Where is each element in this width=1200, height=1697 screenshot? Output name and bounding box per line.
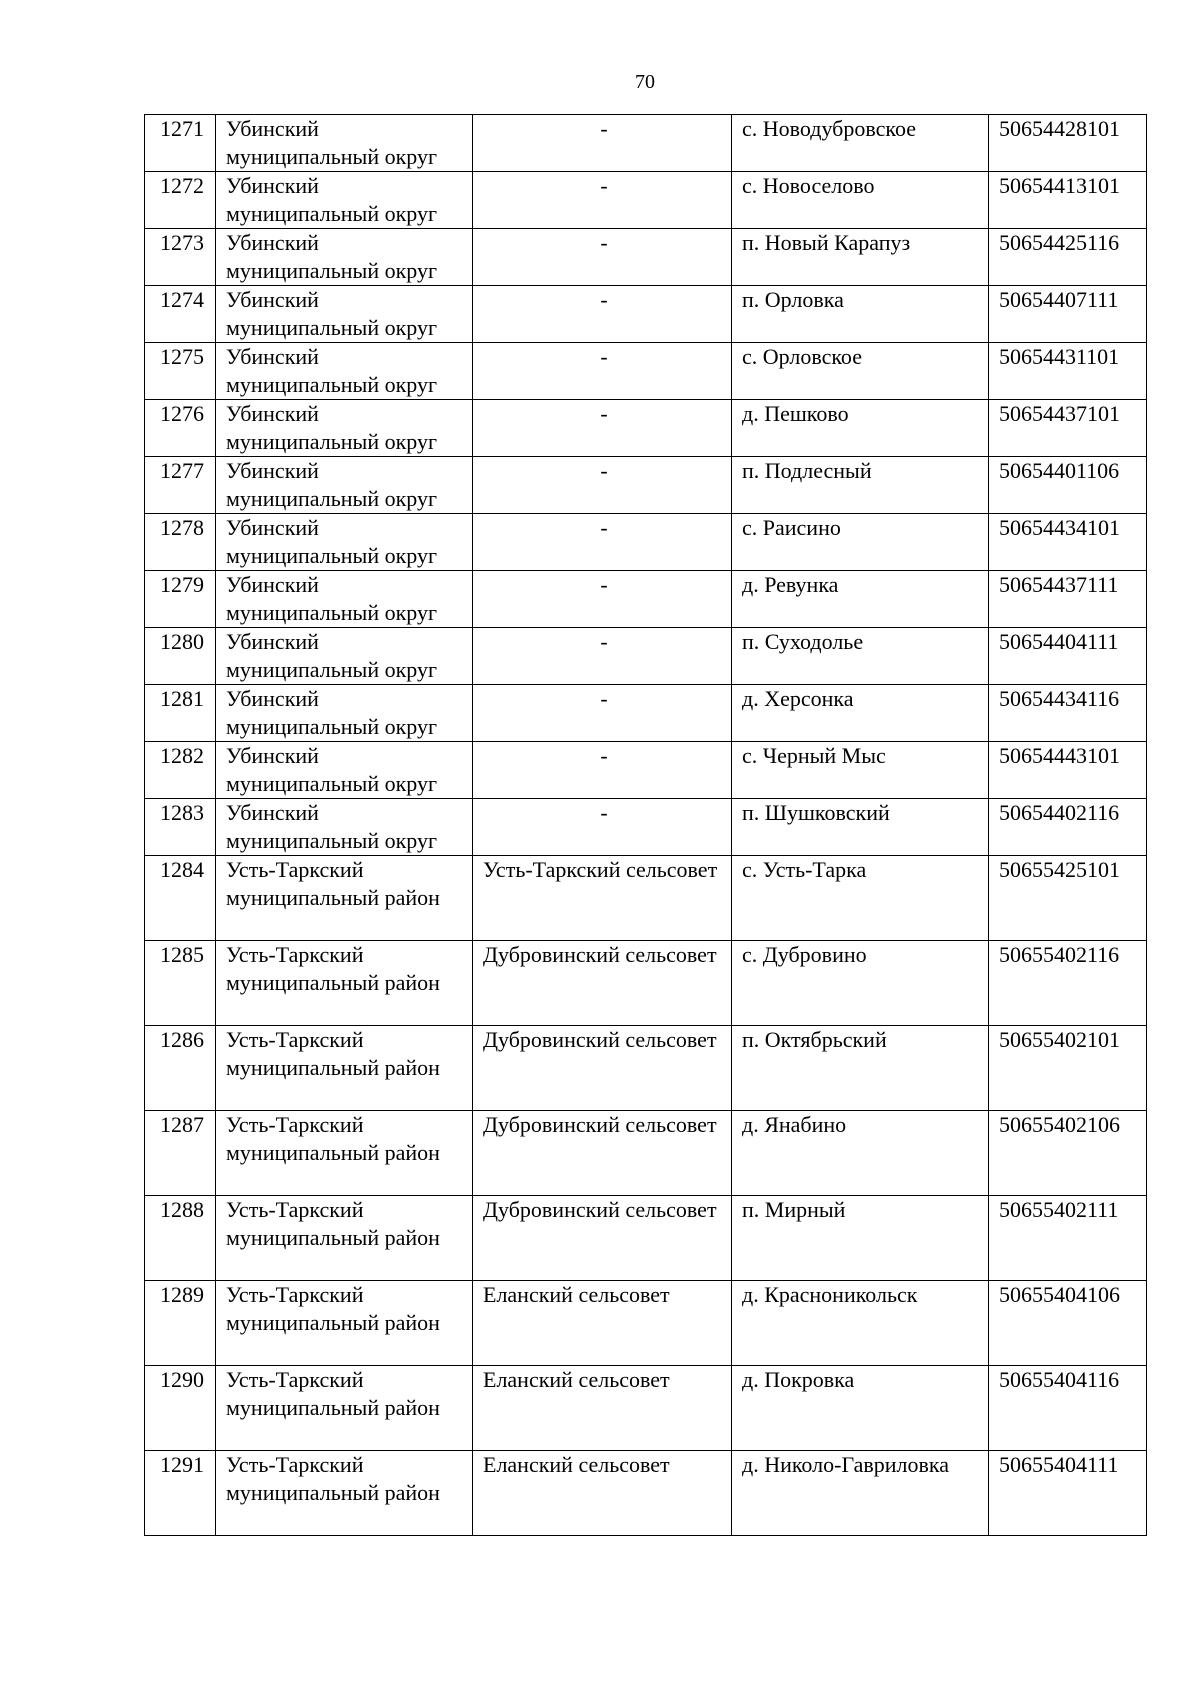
- row-number-cell: 1281: [145, 685, 216, 742]
- row-number-cell: 1271: [145, 115, 216, 172]
- oktmo-code-cell: 50654437111: [989, 571, 1147, 628]
- row-number-cell: 1291: [145, 1451, 216, 1536]
- settlement-cell: п. Подлесный: [732, 457, 989, 514]
- table-row: [145, 1026, 1147, 1111]
- table-row: [145, 685, 1147, 742]
- table-row: [145, 1196, 1147, 1281]
- subdivision-cell: -: [473, 514, 732, 571]
- district-cell: Усть-Таркский муниципальный район: [216, 1111, 473, 1196]
- table-row: [145, 400, 1147, 457]
- settlement-cell: с. Раисино: [732, 514, 989, 571]
- subdivision-cell: -: [473, 172, 732, 229]
- oktmo-code-cell: 50655402106: [989, 1111, 1147, 1196]
- settlement-cell: д. Пешково: [732, 400, 989, 457]
- subdivision-cell: Дубровинский сельсовет: [473, 1026, 732, 1111]
- oktmo-code-cell: 50655402116: [989, 941, 1147, 1026]
- row-number-cell: 1275: [145, 343, 216, 400]
- subdivision-cell: -: [473, 685, 732, 742]
- subdivision-cell: -: [473, 229, 732, 286]
- district-cell: Усть-Таркский муниципальный район: [216, 941, 473, 1026]
- row-number-cell: 1273: [145, 229, 216, 286]
- table-row: [145, 457, 1147, 514]
- settlement-cell: д. Покровка: [732, 1366, 989, 1451]
- settlements-table: [144, 114, 1147, 1536]
- settlement-cell: с. Черный Мыс: [732, 742, 989, 799]
- settlement-cell: д. Янабино: [732, 1111, 989, 1196]
- district-cell: Убинский муниципальный округ: [216, 514, 473, 571]
- row-number-cell: 1282: [145, 742, 216, 799]
- row-number-cell: 1283: [145, 799, 216, 856]
- row-number-cell: 1278: [145, 514, 216, 571]
- district-cell: Усть-Таркский муниципальный район: [216, 1281, 473, 1366]
- oktmo-code-cell: 50654402116: [989, 799, 1147, 856]
- district-cell: Убинский муниципальный округ: [216, 628, 473, 685]
- settlement-cell: д. Херсонка: [732, 685, 989, 742]
- oktmo-code-cell: 50655404111: [989, 1451, 1147, 1536]
- table-row: [145, 571, 1147, 628]
- subdivision-cell: -: [473, 799, 732, 856]
- oktmo-code-cell: 50654404111: [989, 628, 1147, 685]
- oktmo-code-cell: 50655425101: [989, 856, 1147, 941]
- table-row: [145, 286, 1147, 343]
- district-cell: Убинский муниципальный округ: [216, 799, 473, 856]
- district-cell: Убинский муниципальный округ: [216, 172, 473, 229]
- oktmo-code-cell: 50654437101: [989, 400, 1147, 457]
- district-cell: Убинский муниципальный округ: [216, 229, 473, 286]
- row-number-cell: 1289: [145, 1281, 216, 1366]
- subdivision-cell: -: [473, 286, 732, 343]
- row-number-cell: 1288: [145, 1196, 216, 1281]
- table-row: [145, 343, 1147, 400]
- district-cell: Убинский муниципальный округ: [216, 400, 473, 457]
- row-number-cell: 1277: [145, 457, 216, 514]
- settlement-cell: п. Шушковский: [732, 799, 989, 856]
- row-number-cell: 1279: [145, 571, 216, 628]
- settlement-cell: п. Орловка: [732, 286, 989, 343]
- settlement-cell: п. Октябрьский: [732, 1026, 989, 1111]
- district-cell: Убинский муниципальный округ: [216, 571, 473, 628]
- oktmo-code-cell: 50654431101: [989, 343, 1147, 400]
- settlement-cell: с. Усть-Тарка: [732, 856, 989, 941]
- settlement-cell: д. Ревунка: [732, 571, 989, 628]
- district-cell: Усть-Таркский муниципальный район: [216, 1196, 473, 1281]
- row-number-cell: 1274: [145, 286, 216, 343]
- table-body: [145, 115, 1147, 1536]
- oktmo-code-cell: 50654401106: [989, 457, 1147, 514]
- page-number: 70: [635, 71, 655, 93]
- district-cell: Убинский муниципальный округ: [216, 742, 473, 799]
- oktmo-code-cell: 50654443101: [989, 742, 1147, 799]
- row-number-cell: 1287: [145, 1111, 216, 1196]
- row-number-cell: 1284: [145, 856, 216, 941]
- district-cell: Убинский муниципальный округ: [216, 286, 473, 343]
- subdivision-cell: Еланский сельсовет: [473, 1281, 732, 1366]
- table-row: [145, 514, 1147, 571]
- oktmo-code-cell: 50655404106: [989, 1281, 1147, 1366]
- settlement-cell: п. Новый Карапуз: [732, 229, 989, 286]
- settlement-cell: с. Новоселово: [732, 172, 989, 229]
- subdivision-cell: -: [473, 571, 732, 628]
- subdivision-cell: Еланский сельсовет: [473, 1366, 732, 1451]
- oktmo-code-cell: 50654434116: [989, 685, 1147, 742]
- row-number-cell: 1290: [145, 1366, 216, 1451]
- row-number-cell: 1286: [145, 1026, 216, 1111]
- table-row: [145, 1281, 1147, 1366]
- oktmo-code-cell: 50654407111: [989, 286, 1147, 343]
- table-row: [145, 1111, 1147, 1196]
- table-row: [145, 115, 1147, 172]
- table-row: [145, 799, 1147, 856]
- subdivision-cell: Дубровинский сельсовет: [473, 1111, 732, 1196]
- oktmo-code-cell: 50655404116: [989, 1366, 1147, 1451]
- settlement-cell: с. Орловское: [732, 343, 989, 400]
- oktmo-code-cell: 50655402101: [989, 1026, 1147, 1111]
- settlement-cell: п. Мирный: [732, 1196, 989, 1281]
- table-row: [145, 229, 1147, 286]
- oktmo-code-cell: 50654425116: [989, 229, 1147, 286]
- district-cell: Убинский муниципальный округ: [216, 685, 473, 742]
- oktmo-code-cell: 50654434101: [989, 514, 1147, 571]
- settlement-cell: с. Дубровино: [732, 941, 989, 1026]
- oktmo-code-cell: 50654428101: [989, 115, 1147, 172]
- row-number-cell: 1285: [145, 941, 216, 1026]
- district-cell: Убинский муниципальный округ: [216, 457, 473, 514]
- subdivision-cell: -: [473, 343, 732, 400]
- district-cell: Убинский муниципальный округ: [216, 343, 473, 400]
- settlement-cell: д. Красноникольск: [732, 1281, 989, 1366]
- row-number-cell: 1272: [145, 172, 216, 229]
- settlement-cell: с. Новодубровское: [732, 115, 989, 172]
- subdivision-cell: -: [473, 628, 732, 685]
- subdivision-cell: Еланский сельсовет: [473, 1451, 732, 1536]
- oktmo-code-cell: 50654413101: [989, 172, 1147, 229]
- subdivision-cell: -: [473, 742, 732, 799]
- oktmo-code-cell: 50655402111: [989, 1196, 1147, 1281]
- table-row: [145, 1366, 1147, 1451]
- subdivision-cell: -: [473, 115, 732, 172]
- settlement-cell: д. Николо-Гавриловка: [732, 1451, 989, 1536]
- table-row: [145, 1451, 1147, 1536]
- row-number-cell: 1280: [145, 628, 216, 685]
- district-cell: Усть-Таркский муниципальный район: [216, 856, 473, 941]
- subdivision-cell: -: [473, 457, 732, 514]
- district-cell: Усть-Таркский муниципальный район: [216, 1451, 473, 1536]
- district-cell: Усть-Таркский муниципальный район: [216, 1026, 473, 1111]
- table-row: [145, 628, 1147, 685]
- subdivision-cell: Дубровинский сельсовет: [473, 1196, 732, 1281]
- table-row: [145, 742, 1147, 799]
- district-cell: Убинский муниципальный округ: [216, 115, 473, 172]
- subdivision-cell: Усть-Таркский сельсовет: [473, 856, 732, 941]
- district-cell: Усть-Таркский муниципальный район: [216, 1366, 473, 1451]
- row-number-cell: 1276: [145, 400, 216, 457]
- subdivision-cell: Дубровинский сельсовет: [473, 941, 732, 1026]
- subdivision-cell: -: [473, 400, 732, 457]
- settlement-cell: п. Суходолье: [732, 628, 989, 685]
- table-row: [145, 941, 1147, 1026]
- table-row: [145, 172, 1147, 229]
- table-row: [145, 856, 1147, 941]
